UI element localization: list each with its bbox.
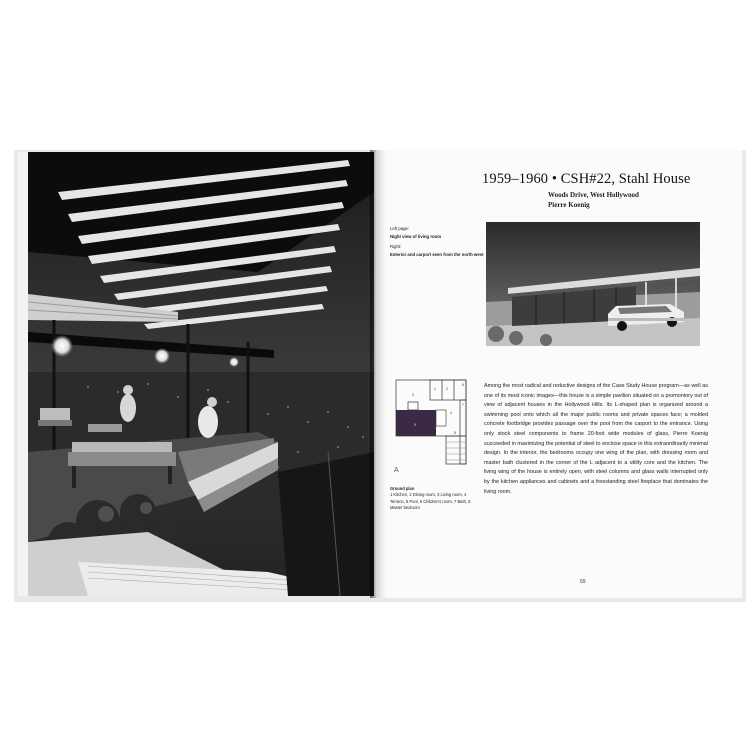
right-page [376,150,742,598]
left-page [18,152,376,596]
svg-text:7: 7 [462,403,464,407]
left-caption-text: Night view of living room [390,234,442,239]
svg-text:5: 5 [414,423,416,427]
svg-text:6: 6 [462,383,464,387]
carport-exterior-photo [486,222,700,346]
body-text: Among the most radical and reductive designs of the Case Study House program—as well as one of its most iconic images—this house is a simple pavilion situated on a promontory out of view of adjacent houses in the Hollywood Hills. Its L-shaped plan is organized around a swimming pool onto which all the major public rooms and private spaces face; a molded concrete footbridge provides passage over the pool from the carport to the entrance. Using only stock steel components to frame 20-foot wide modules of glass, Pierre Koenig succeeded in maximizing the potential of steel to enclose space in this extraordinarily minimal design. In the interior, the bedrooms occupy one wing of the plan, with dressing room and master bath clustered in the corner of the L adjacent to a utility core and the kitchen. The living wing of the house is entirely open, with steel columns and glass walls interrupted only by the kitchen appliances and cabinets and a freestanding steel fireplace that dominates the living room. [484,383,708,495]
svg-text:1: 1 [434,387,436,391]
architect-subtitle: Pierre Koenig [548,201,590,209]
book-gutter [370,150,386,598]
ground-plan-legend: 1 Kitchen, 2 Dining room, 3 Living room, 4 Terrace, 5 Pool, 6 Children's room, 7 Bath, 8 Master bedroom [390,492,471,511]
left-caption-label: Left page: [390,226,410,231]
right-caption-text: Exterior and carport seen from the north-west [390,252,484,257]
ground-plan-title: Ground plan [390,486,415,491]
ground-plan-diagram [390,376,478,476]
chapter-title: 1959–1960 • CSH#22, Stahl House [482,171,691,187]
ground-plan-caption [390,486,480,512]
north-mark: A [394,467,399,474]
right-caption-label: Right: [390,244,402,249]
night-living-room-photo [28,152,374,596]
location-subtitle: Woods Drive, West Hollywood [548,191,639,199]
page-number: 69 [580,579,586,585]
svg-text:3: 3 [412,393,414,397]
svg-text:2: 2 [446,387,448,391]
svg-text:4: 4 [450,411,452,415]
svg-text:8: 8 [454,431,456,435]
